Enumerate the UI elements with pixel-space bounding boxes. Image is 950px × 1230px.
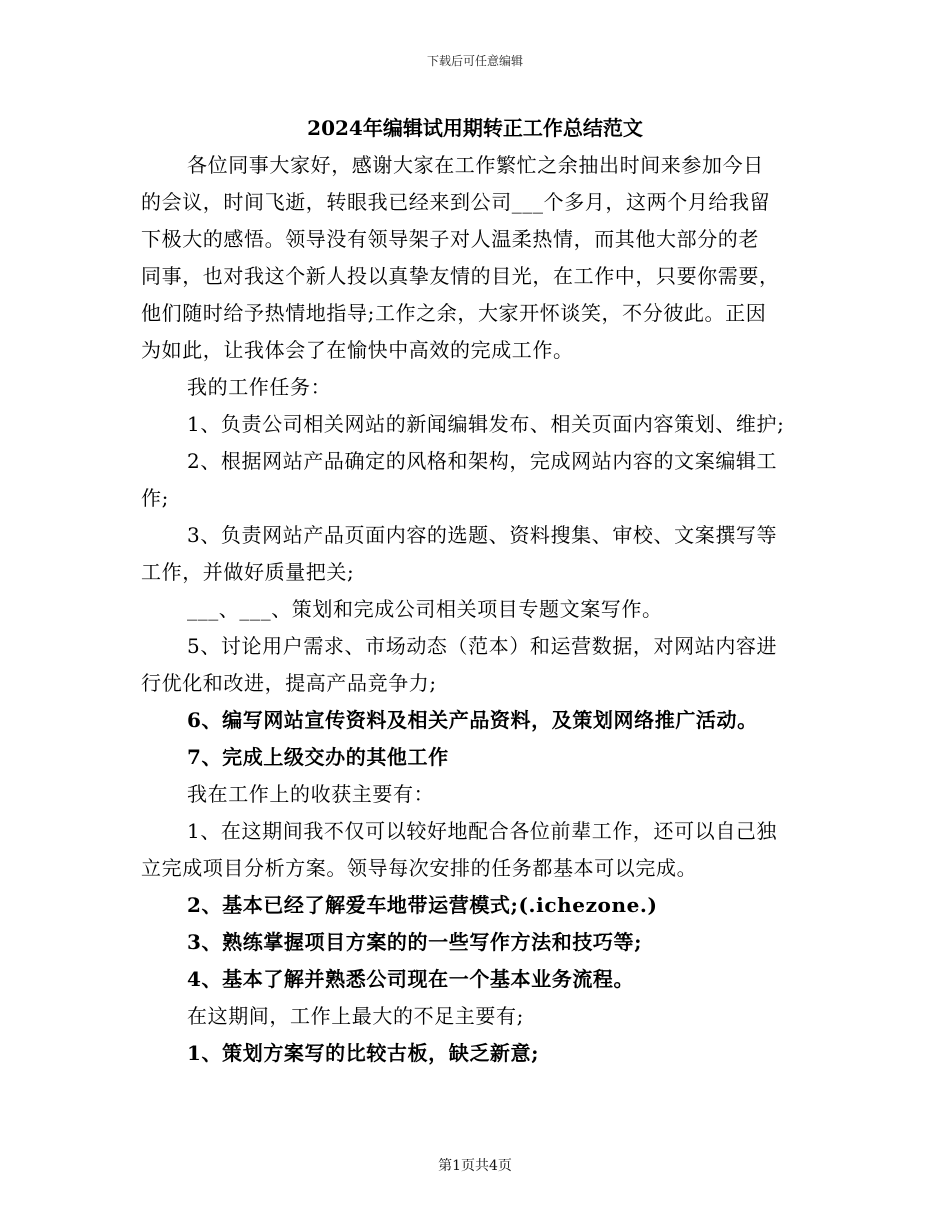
list-item: ___、___、策划和完成公司相关项目专题文案写作。 — [187, 597, 663, 621]
section-heading-shortcomings: 在这期间，工作上最大的不足主要有; — [187, 1004, 524, 1028]
list-item: 2、基本已经了解爱车地带运营模式;(.ichezone.) — [187, 893, 658, 917]
list-item: 7、完成上级交办的其他工作 — [187, 745, 449, 769]
paragraph-line: 各位同事大家好，感谢大家在工作繁忙之余抽出时间来参加今日 — [187, 153, 764, 177]
list-item-continuation: 行优化和改进，提高产品竞争力; — [141, 671, 437, 695]
list-item: 3、熟练掌握项目方案的的一些写作方法和技巧等; — [187, 930, 643, 954]
paragraph-line: 下极大的感悟。领导没有领导架子对人温柔热情，而其他大部分的老 — [141, 227, 759, 251]
page-number: 第1页共4页 — [438, 1158, 512, 1174]
list-item: 1、在这期间我不仅可以较好地配合各位前辈工作，还可以自己独 — [187, 819, 778, 843]
header-note: 下载后可任意编辑 — [426, 54, 523, 68]
list-item: 6、编写网站宣传资料及相关产品资料，及策划网络推广活动。 — [187, 708, 758, 732]
list-item: 1、策划方案写的比较古板，缺乏新意; — [187, 1041, 540, 1065]
list-item: 1、负责公司相关网站的新闻编辑发布、相关页面内容策划、维护; — [187, 412, 785, 436]
list-item-continuation: 作; — [141, 486, 169, 510]
list-item: 3、负责网站产品页面内容的选题、资料搜集、审校、文案撰写等 — [187, 523, 778, 547]
section-heading-tasks: 我的工作任务： — [187, 375, 332, 399]
paragraph-line: 为如此，让我体会了在愉快中高效的完成工作。 — [141, 338, 574, 362]
list-item-continuation: 立完成项目分析方案。领导每次安排的任务都基本可以完成。 — [141, 856, 698, 880]
document-title: 2024年编辑试用期转正工作总结范文 — [307, 116, 643, 140]
paragraph-line: 同事，也对我这个新人投以真挚友情的目光，在工作中，只要你需要， — [141, 264, 780, 288]
section-heading-gains: 我在工作上的收获主要有： — [187, 782, 435, 806]
list-item: 2、根据网站产品确定的风格和架构，完成网站内容的文案编辑工 — [187, 449, 778, 473]
list-item-continuation: 工作，并做好质量把关; — [141, 560, 355, 584]
list-item: 4、基本了解并熟悉公司现在一个基本业务流程。 — [187, 967, 635, 991]
list-item: 5、讨论用户需求、市场动态（范本）和运营数据，对网站内容进 — [187, 634, 778, 658]
document-body — [141, 147, 813, 1072]
paragraph-line: 他们随时给予热情地指导;工作之余，大家开怀谈笑，不分彼此。正因 — [141, 301, 767, 325]
paragraph-line: 的会议，时间飞逝，转眼我已经来到公司___个多月，这两个月给我留 — [141, 190, 771, 214]
